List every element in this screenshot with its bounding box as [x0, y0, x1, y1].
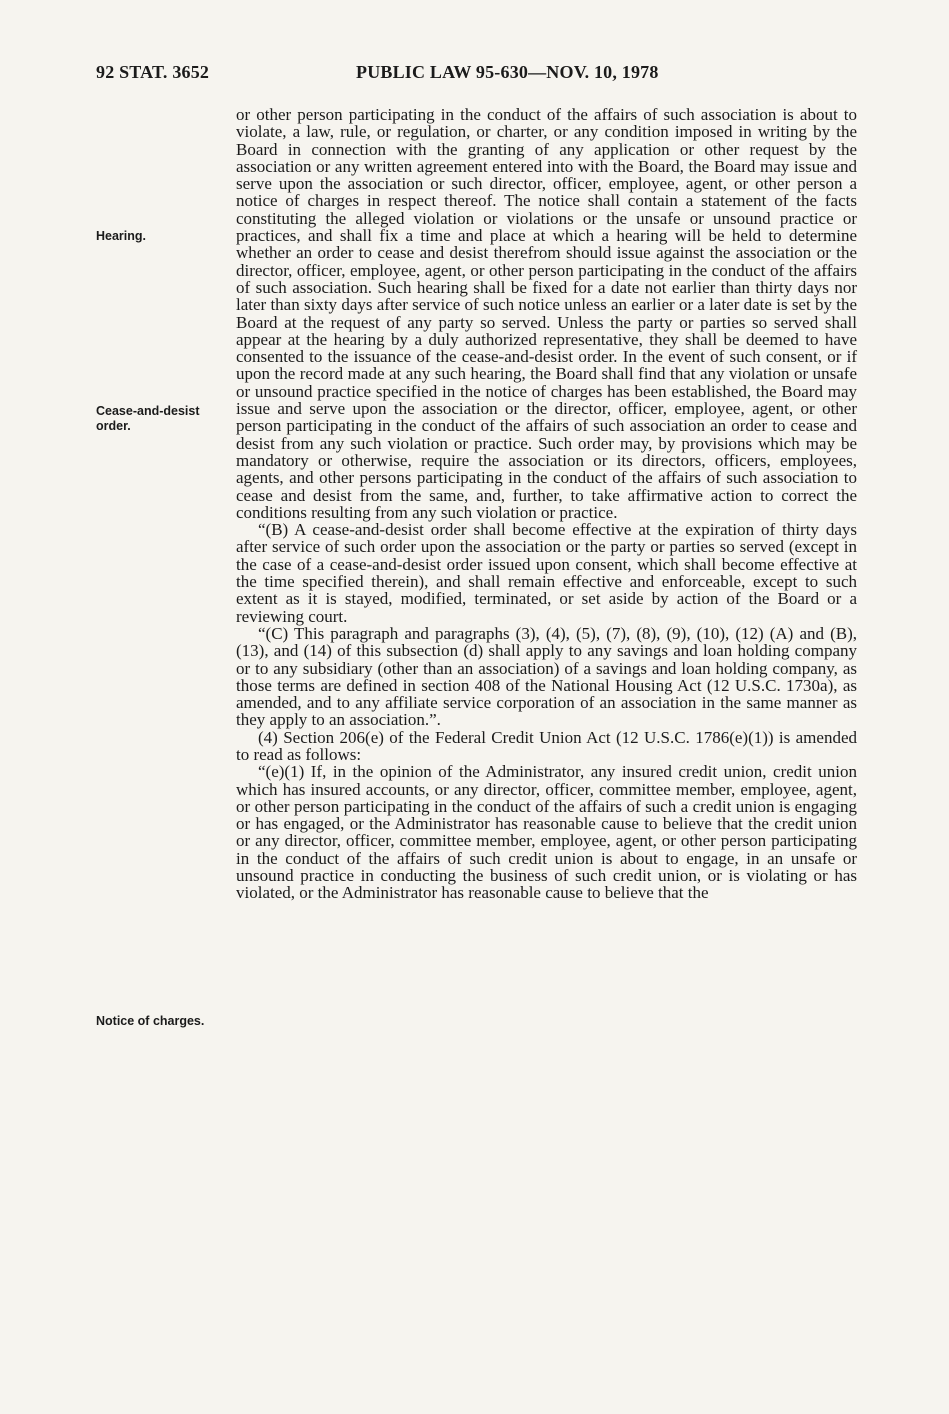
paragraph-c: “(C) This paragraph and paragraphs (3), (4), (5), (7), (8), (9), (10), (12) (A) and (B), (13), and (14) of this subsection (d) shall apply to any savings and loan holding company or to any subsidiary (other than an association) of a savings and loan holding company, as those terms are defined in section 408 of the National Housing Act (12 U.S.C. 1730a), as amended, and to any affiliate service corporation of an association in the same manner as they apply to an association.”. [236, 623, 857, 730]
margin-note-hearing: Hearing. [96, 229, 147, 243]
paragraph-b: “(B) A cease-and-desist order shall become effective at the expiration of thirty days after service of such order upon the association or the party or parties so served (except in the case of a cease-and-desist order issued upon consent, which shall become effective at the time specified therein), and shall remain effective and enforceable, except to such extent as it is stayed, modified, terminated, or set aside by action of the Board or a reviewing court. [236, 520, 857, 626]
margin-note-cease-and-desist: Cease-and-desist order. [96, 404, 200, 433]
paragraph-section-4: (4) Section 206(e) of the Federal Credit Union Act (12 U.S.C. 1786(e)(1)) is amended to read as follows: [236, 727, 857, 764]
law-title: PUBLIC LAW 95-630—NOV. 10, 1978 [356, 62, 659, 82]
paragraph-e1: “(e)(1) If, in the opinion of the Administrator, any insured credit union, credit union which has insured accounts, or any director, officer, committee member, employee, agent, or other person participating in the conduct of the affairs of such a credit union is engaging or has engaged, or the Administrator has reasonable cause to believe that the credit union or any director, officer, committee member, employee, agent, or other person participating in the conduct of the affairs of such credit union is about to engage, in an unsafe or unsound practice in conducting the business of such credit union, or is violating or has violated, or the Administrator has reasonable cause to believe that the [236, 762, 857, 903]
margin-note-notice-of-charges: Notice of charges. [96, 1014, 205, 1028]
body-text [236, 106, 857, 902]
stat-page-number: 92 STAT. 3652 [96, 62, 210, 82]
paragraph-continuation: or other person participating in the conduct of the affairs of such association is about to violate, a law, rule, or regulation, or charter, or any condition imposed in writing by the Board in connection with the granting of any application or other request by the association or any written agreement entered into with the Board, the Board may issue and serve upon the association or such director, officer, employee, agent, or other person a notice of charges in respect thereof. The notice shall contain a statement of the facts constituting the alleged violation or violations or the unsafe or unsound practice or practices, and shall fix a time and place at which a hearing will be held to determine whether an order to cease and desist therefrom should issue against the association or the director, officer, employee, agent, or other person participating in the conduct of the affairs of such association. Such hearing shall be fixed for a date not earlier than thirty days nor later than sixty days after service of such notice unless an earlier or a later date is set by the Board at the request of any party so served. Unless the party or parties so served shall appear at the hearing by a duly authorized representative, they shall be deemed to have consented to the issuance of the cease-and-desist order. In the event of such consent, or if upon the record made at any such hearing, the Board shall find that any violation or unsafe or unsound practice specified in the notice of charges has been established, the Board may issue and serve upon the association or the director, officer, employee, agent, or other person participating in the conduct of the affairs of such association an order to cease and desist from any such violation or practice. Such order may, by provisions which may be mandatory or otherwise, require the association or its directors, officers, employees, agents, and other persons participating in the conduct of the affairs of such association to cease and desist from the same, and, further, to take affirmative action to correct the conditions resulting from any such violation or practice. [236, 105, 857, 522]
page-header [0, 62, 949, 88]
